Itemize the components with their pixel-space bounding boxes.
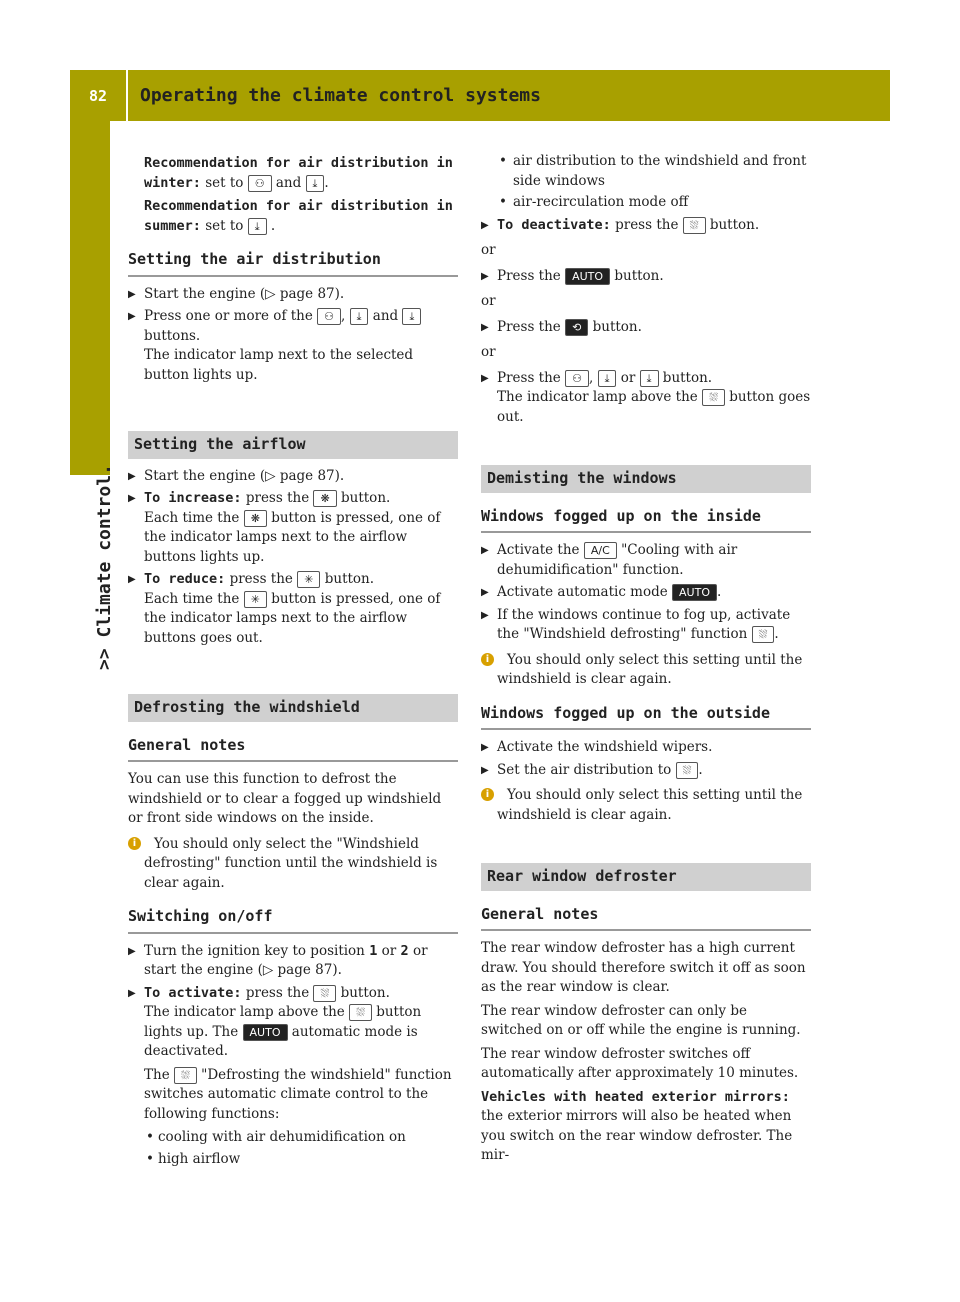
in-step1b: "Cooling with air dehumidification" function.: [497, 542, 738, 578]
increase-text1: press the: [245, 490, 310, 506]
increase-text2: button.: [341, 490, 391, 506]
step-deactivate: [481, 216, 811, 236]
turn-key-or: or: [381, 942, 397, 959]
step-increase: [128, 489, 458, 567]
activate-label: To activate:: [144, 984, 242, 1001]
section-band-rear: Rear window defroster: [481, 863, 811, 891]
rear-p4-text: the exterior mirrors will also be heated when you switch on the rear window defroster. The mir-: [481, 1108, 793, 1163]
rec-summer-label: Recommendation for air distribution in summer:: [144, 198, 453, 234]
defrost-icon: ⛆: [752, 626, 775, 643]
info-icon: i: [481, 653, 494, 666]
section-title-switching: Switching on/off: [128, 907, 458, 934]
defrost-icon: ⛆: [174, 1067, 197, 1084]
rec-winter-label: Recommendation for air distribution in winter:: [144, 155, 453, 191]
defrost-icon: ⛆: [702, 389, 725, 406]
or-text: or: [481, 242, 496, 258]
step-inside-1: [481, 541, 811, 580]
auto-icon: AUTO: [243, 1024, 288, 1041]
section-title-inside: Windows fogged up on the inside: [481, 507, 811, 534]
press-the-text: Press the: [497, 318, 561, 335]
recirculation-icon: ⟲: [565, 319, 588, 336]
upper-foot-vent-icon: ⤓: [402, 308, 421, 325]
note-text: You should only select this setting until the windshield is clear again.: [497, 651, 803, 687]
ac-icon: A/C: [584, 542, 617, 559]
or-text: or: [481, 293, 496, 309]
defrost-icon: ⛆: [683, 217, 706, 234]
step-outside-2: ▶ Set the air distribution to ⛆ .: [481, 761, 811, 781]
page-number: 82: [88, 86, 108, 105]
deactivate-label: To deactivate:: [497, 216, 611, 233]
upper-vent-icon: ⚇: [248, 175, 272, 192]
note-text: You should only select this setting until the windshield is clear again.: [497, 787, 803, 823]
reduce-text1: press the: [229, 571, 293, 587]
page-title: Operating the climate control systems: [140, 85, 541, 106]
foot-vent-icon: ⤓: [248, 218, 267, 235]
activate-text3a: The indicator lamp above the: [144, 1004, 345, 1020]
button-text: button.: [614, 267, 664, 284]
press4-text-d: button goes out.: [497, 389, 811, 425]
page-header: [70, 70, 890, 121]
step-press-buttons: ▶ Press one or more of the ⚇ , ⤓ and ⤓ buttons. The indicator lamp next to the selected button lights up.: [128, 307, 458, 385]
activate-text2: button.: [340, 984, 390, 1001]
upper-vent-icon: ⚇: [565, 370, 589, 387]
in-step2: Activate automatic mode: [497, 584, 668, 600]
section-band-airflow: Setting the airflow: [128, 431, 458, 459]
note-windshield: [128, 835, 458, 894]
step-press-auto: [481, 267, 811, 287]
fan-plus-icon: ❋: [313, 490, 336, 507]
step-press-airdist: ▶ Press the ⚇ , ⤓ or ⤓ button. The indicator lamp above the ⛆ button goes out.: [481, 369, 811, 428]
left-column: [128, 150, 458, 1171]
the-text-b: "Defrosting the windshield" function switches automatic climate control to the following functions:: [144, 1066, 452, 1122]
rec-winter: Recommendation for air distribution in winter: set to ⚇ and ⤓ .: [144, 155, 453, 191]
list-item: • high airflow: [128, 1150, 458, 1170]
step-airflow-start: ▶ Start the engine (▷ page 87).: [128, 467, 458, 487]
rear-p4-label: Vehicles with heated exterior mirrors:: [481, 1088, 790, 1105]
section-band-demist: Demisting the windows: [481, 465, 811, 493]
fan-minus-icon: ✳: [244, 591, 267, 608]
fan-plus-icon: ❋: [244, 510, 267, 527]
note-text: You should only select the "Windshield defrosting" function until the windshield is clear again.: [144, 835, 438, 891]
increase-label: To increase:: [144, 490, 242, 506]
rear-paragraph-1: The rear window defroster has a high current draw. You should therefore switch it off as soon as the rear window is clear.: [481, 940, 806, 995]
rec-summer-text: set to: [205, 217, 244, 234]
right-column: [481, 150, 811, 1170]
in-step1a: Activate the: [497, 542, 580, 558]
activate-text3b: button lights up. The: [144, 1004, 422, 1040]
press-the-text: Press the: [497, 267, 561, 284]
section-title-rear-general: General notes: [481, 905, 811, 932]
increase-text3b: button is pressed, one of the indicator lamps next to the airflow buttons lights up.: [144, 509, 441, 565]
step-outside-1: ▶ Activate the windshield wipers.: [481, 738, 811, 758]
defrost-icon: ⛆: [349, 1004, 372, 1021]
step-press-text-d: The indicator lamp next to the selected button lights up.: [144, 347, 414, 383]
turn-key-pos2: 2: [400, 942, 409, 959]
reduce-text2: button.: [324, 571, 375, 587]
or-text: or: [481, 344, 496, 360]
activate-text1: press the: [245, 984, 310, 1001]
reduce-text3b: button is pressed, one of the indicator lamps next to the airflow buttons goes out.: [144, 590, 441, 646]
rear-paragraph-2: The rear window defroster can only be switched on or off while the engine is running.: [481, 1002, 801, 1038]
reduce-text3a: Each time the: [144, 590, 240, 607]
list-item: • cooling with air dehumidification on: [128, 1128, 458, 1148]
step-start-engine: ▶ Start the engine (▷ page 87).: [128, 285, 458, 305]
button-text: button.: [592, 318, 642, 335]
out-step2: Set the air distribution to: [497, 761, 672, 778]
auto-icon: AUTO: [565, 268, 610, 285]
press-the-text: Press the: [497, 369, 561, 386]
side-tab-label: >> Climate control.: [94, 464, 115, 670]
defrost-functions: [128, 1066, 458, 1125]
section-title-general-notes: General notes: [128, 736, 458, 763]
step-turn-key: [128, 942, 458, 981]
header-divider: [126, 70, 128, 121]
turn-key-text-b: or start the engine (▷ page 87).: [144, 942, 428, 978]
press4-or: or: [620, 369, 636, 386]
turn-key-text-a: Turn the ignition key to position: [144, 942, 365, 959]
note-outside: [481, 786, 811, 825]
reduce-label: To reduce:: [144, 571, 226, 587]
rec-winter-text1: set to: [205, 174, 244, 191]
foot-vent-icon: ⤓: [350, 308, 369, 325]
rec-winter-text2: and: [275, 174, 302, 191]
rear-paragraph-4: [481, 1088, 811, 1166]
rear-paragraph-3: The rear window defroster switches off automatically after approximately 10 minutes.: [481, 1045, 799, 1081]
press4-text-b: button.: [662, 369, 713, 386]
step-press-text-a: Press one or more of the: [144, 308, 313, 324]
defrost-icon: ⛆: [676, 762, 699, 779]
fan-minus-icon: ✳: [297, 571, 320, 588]
foot-vent-icon: ⤓: [598, 370, 617, 387]
step-inside-2: ▶ Activate automatic mode AUTO .: [481, 583, 811, 603]
step-inside-3: ▶ If the windows continue to fog up, activate the "Windshield defrosting" function ⛆ .: [481, 606, 811, 645]
section-band-defrost: Defrosting the windshield: [128, 694, 458, 722]
defrost-icon: ⛆: [313, 985, 336, 1002]
step-press-recirc: [481, 318, 811, 338]
upper-foot-vent-icon: ⤓: [640, 370, 659, 387]
deactivate-text2: button.: [709, 216, 760, 233]
side-tab-bar: [70, 121, 110, 475]
step-press-text-c: buttons.: [144, 327, 201, 344]
activate-text3c: automatic mode is deactivated.: [144, 1023, 418, 1059]
upper-foot-vent-icon: ⤓: [306, 175, 325, 192]
list-item: • air distribution to the windshield and front side windows: [481, 152, 811, 191]
in-step3: If the windows continue to fog up, activate the "Windshield defrosting" function: [497, 606, 791, 642]
increase-text3a: Each time the: [144, 509, 240, 526]
rec-summer: Recommendation for air distribution in summer: set to ⤓ .: [144, 198, 453, 234]
step-reduce: [128, 570, 458, 648]
press4-text-c: The indicator lamp above the: [497, 389, 698, 405]
step-activate: [128, 984, 458, 1062]
the-text-a: The: [144, 1066, 170, 1083]
list-item: • air-recirculation mode off: [481, 193, 811, 213]
info-icon: i: [128, 837, 141, 850]
turn-key-pos1: 1: [369, 942, 378, 959]
step-press-text-b: and: [372, 308, 399, 324]
auto-icon: AUTO: [672, 584, 717, 601]
info-icon: i: [481, 788, 494, 801]
section-title-outside: Windows fogged up on the outside: [481, 704, 811, 731]
section-title-air-distribution: Setting the air distribution: [128, 250, 458, 277]
deactivate-text1: press the: [615, 216, 679, 233]
upper-vent-icon: ⚇: [317, 308, 341, 325]
general-notes-text: You can use this function to defrost the windshield or to clear a fogged up windshield or front side windows on the inside.: [128, 771, 442, 826]
note-inside: [481, 651, 811, 690]
